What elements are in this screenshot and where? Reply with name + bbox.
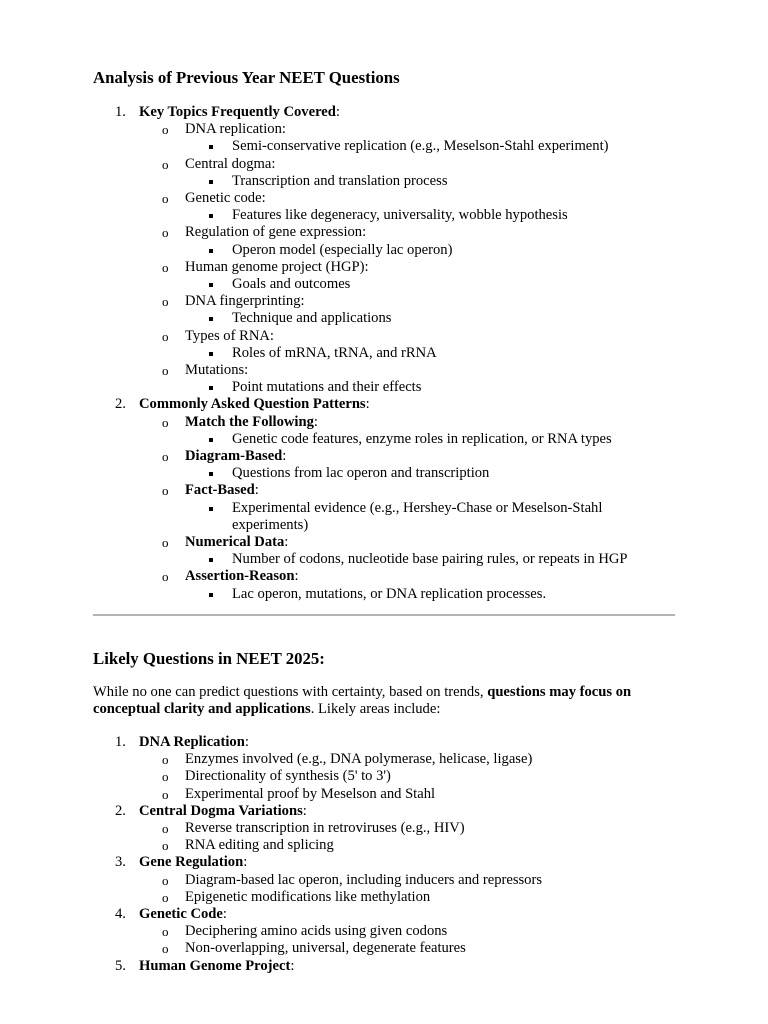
sub-list-item: [139, 414, 675, 448]
sub-item-text: Deciphering amino acids using given codons: [185, 923, 448, 940]
sub-item-text: Reverse transcription in retroviruses (e.g., HIV): [185, 820, 465, 837]
sub-item-text: DNA replication:: [185, 121, 286, 138]
list-item-label: Gene Regulation: [139, 854, 244, 871]
list-item-label: Human Genome Project: [139, 957, 291, 974]
sub-item-text: Types of RNA:: [185, 327, 274, 344]
circle-bullet-icon: o: [162, 838, 169, 854]
detail-text: Genetic code features, enzyme roles in replication, or RNA types: [232, 430, 612, 447]
circle-bullet-icon: o: [162, 941, 169, 957]
sub-item-text: :: [294, 568, 299, 585]
detail-list: [185, 465, 675, 482]
detail-item: [185, 551, 675, 568]
sub-item-text: Regulation of gene expression:: [185, 224, 367, 241]
list-item: [93, 958, 675, 975]
list-item-suffix: :: [365, 396, 370, 413]
detail-list: [185, 431, 675, 448]
sub-list-item: [139, 837, 675, 854]
square-bullet-icon: [209, 386, 213, 390]
circle-bullet-icon: o: [162, 786, 169, 802]
circle-bullet-icon: o: [162, 569, 169, 585]
list-item: [93, 803, 675, 855]
sub-item-text: RNA editing and splicing: [185, 837, 334, 854]
circle-bullet-icon: o: [162, 414, 169, 430]
detail-text: Lac operon, mutations, or DNA replication processes.: [232, 585, 547, 602]
detail-text: Features like degeneracy, universality, wobble hypothesis: [232, 207, 568, 224]
list-item: [93, 104, 675, 396]
detail-list: [185, 173, 675, 190]
sub-list-item: [139, 482, 675, 534]
square-bullet-icon: [209, 438, 213, 442]
detail-list: [185, 310, 675, 327]
intro-text-bold: questions may focus on conceptual clarity and applications: [93, 684, 632, 718]
detail-text: Technique and applications: [232, 310, 392, 327]
sub-list-item: [139, 940, 675, 957]
detail-text: Semi-conservative replication (e.g., Meselson-Stahl experiment): [232, 138, 609, 155]
numbered-list: [93, 104, 675, 603]
circle-bullet-icon: o: [162, 328, 169, 344]
list-item-label: Commonly Asked Question Patterns: [139, 396, 366, 413]
detail-text: Number of codons, nucleotide base pairing rules, or repeats in HGP: [232, 551, 628, 568]
sub-item-label: Assertion-Reason: [185, 568, 295, 585]
list-number: 5.: [115, 957, 126, 974]
square-bullet-icon: [209, 214, 213, 218]
circle-bullet-icon: o: [162, 191, 169, 207]
list-item: [93, 396, 675, 602]
list-item-label: Genetic Code: [139, 906, 223, 923]
detail-list: [185, 242, 675, 259]
list-item-label: Central Dogma Variations: [139, 802, 303, 819]
sub-item-text: Directionality of synthesis (5' to 3'): [185, 768, 391, 785]
sub-item-text: :: [282, 448, 287, 465]
intro-text-start: While no one can predict questions with certainty, based on trends,: [93, 684, 488, 700]
sub-list-item: [139, 923, 675, 940]
sub-list: [139, 414, 675, 603]
list-item-suffix: :: [290, 957, 295, 974]
detail-item: [185, 465, 675, 482]
sub-list-item: [139, 362, 675, 396]
square-bullet-icon: [209, 249, 213, 253]
square-bullet-icon: [209, 352, 213, 356]
sub-list-item: [139, 121, 675, 155]
detail-list: [185, 345, 675, 362]
square-bullet-icon: [209, 472, 213, 476]
square-bullet-icon: [209, 145, 213, 149]
detail-item: [185, 207, 675, 224]
circle-bullet-icon: o: [162, 535, 169, 551]
sub-item-text: Epigenetic modifications like methylation: [185, 888, 431, 905]
detail-text: Point mutations and their effects: [232, 379, 422, 396]
sub-item-text: Non-overlapping, universal, degenerate features: [185, 940, 466, 957]
sub-list: [139, 923, 675, 957]
detail-list: [185, 586, 675, 603]
square-bullet-icon: [209, 317, 213, 321]
sub-item-text: Diagram-based lac operon, including inducers and repressors: [185, 871, 543, 888]
sub-list-item: [139, 156, 675, 190]
list-item-label: DNA Replication: [139, 734, 245, 750]
sub-list-item: [139, 820, 675, 837]
section-heading-likely-questions: Likely Questions in NEET 2025:: [93, 649, 325, 668]
detail-item: [185, 310, 675, 327]
circle-bullet-icon: o: [162, 294, 169, 310]
circle-bullet-icon: o: [162, 483, 169, 499]
circle-bullet-icon: o: [162, 122, 169, 138]
circle-bullet-icon: o: [162, 872, 169, 888]
detail-item: [185, 345, 675, 362]
circle-bullet-icon: o: [162, 821, 169, 837]
list-item-suffix: :: [335, 104, 340, 120]
sub-item-text: :: [313, 413, 318, 430]
circle-bullet-icon: o: [162, 769, 169, 785]
detail-text: Operon model (especially lac operon): [232, 241, 453, 258]
detail-item: [185, 431, 675, 448]
list-item: [93, 854, 675, 906]
detail-item: [185, 138, 675, 155]
sub-list-item: [139, 786, 675, 803]
circle-bullet-icon: o: [162, 363, 169, 379]
intro-text-end: . Likely areas include:: [310, 701, 441, 718]
section-heading-analysis: Analysis of Previous Year NEET Questions: [93, 68, 400, 87]
sub-list: [139, 872, 675, 906]
sub-list-item: [139, 448, 675, 482]
detail-text: Transcription and translation process: [232, 172, 448, 189]
list-number: 1.: [115, 734, 126, 750]
list-item-suffix: :: [243, 854, 248, 871]
detail-list: [185, 138, 675, 155]
square-bullet-icon: [209, 558, 213, 562]
detail-text: Questions from lac operon and transcription: [232, 465, 490, 482]
detail-text: Experimental evidence (e.g., Hershey-Chase or Meselson-Stahl experiments): [232, 499, 603, 533]
list-number: 1.: [115, 104, 126, 120]
sub-item-text: :: [284, 534, 289, 551]
sub-list-item: [139, 872, 675, 889]
sub-item-text: :: [254, 482, 259, 499]
square-bullet-icon: [209, 180, 213, 184]
sub-item-text: Enzymes involved (e.g., DNA polymerase, helicase, ligase): [185, 751, 533, 768]
list-item-suffix: :: [302, 802, 307, 819]
detail-text: Goals and outcomes: [232, 276, 351, 293]
detail-list: [185, 207, 675, 224]
sub-list-item: [139, 568, 675, 602]
sub-item-label: Match the Following: [185, 413, 314, 430]
detail-list: [185, 276, 675, 293]
detail-item: [185, 173, 675, 190]
detail-list: [185, 551, 675, 568]
sub-list-item: [139, 768, 675, 785]
sub-item-text: Mutations:: [185, 362, 249, 379]
sub-list-item: [139, 224, 675, 258]
detail-text: Roles of mRNA, tRNA, and rRNA: [232, 344, 437, 361]
horizontal-rule: [93, 614, 675, 616]
sub-item-label: Diagram-Based: [185, 448, 283, 465]
circle-bullet-icon: o: [162, 259, 169, 275]
detail-list: [185, 379, 675, 396]
sub-list-item: [139, 259, 675, 293]
analysis-list: [93, 104, 675, 603]
list-number: 3.: [115, 854, 126, 871]
sub-list: [139, 121, 675, 396]
detail-list: [185, 500, 675, 534]
list-item-suffix: :: [244, 734, 249, 750]
circle-bullet-icon: o: [162, 225, 169, 241]
sub-item-label: Fact-Based: [185, 482, 255, 499]
detail-item: [185, 586, 675, 603]
circle-bullet-icon: o: [162, 449, 169, 465]
sub-item-text: DNA fingerprinting:: [185, 293, 305, 310]
square-bullet-icon: [209, 507, 213, 511]
sub-list-item: [139, 328, 675, 362]
circle-bullet-icon: o: [162, 752, 169, 768]
detail-item: [185, 276, 675, 293]
sub-list-item: [139, 889, 675, 906]
sub-item-text: Central dogma:: [185, 155, 276, 172]
numbered-list: [93, 734, 675, 975]
square-bullet-icon: [209, 283, 213, 287]
list-number: 4.: [115, 906, 126, 923]
sub-item-text: Human genome project (HGP):: [185, 258, 369, 275]
list-item-suffix: :: [222, 906, 227, 923]
sub-list-item: [139, 293, 675, 327]
sub-list-item: [139, 190, 675, 224]
list-number: 2.: [115, 802, 126, 819]
circle-bullet-icon: o: [162, 889, 169, 905]
sub-list: [139, 751, 675, 803]
sub-item-text: Genetic code:: [185, 190, 266, 207]
intro-paragraph: [93, 684, 675, 718]
detail-item: [185, 379, 675, 396]
square-bullet-icon: [209, 593, 213, 597]
sub-item-text: Experimental proof by Meselson and Stahl: [185, 785, 436, 802]
detail-item: [185, 242, 675, 259]
sub-item-label: Numerical Data: [185, 534, 285, 551]
likely-questions-list: [93, 734, 675, 975]
circle-bullet-icon: o: [162, 156, 169, 172]
list-number: 2.: [115, 396, 126, 413]
list-item-label: Key Topics Frequently Covered: [139, 104, 336, 120]
list-item: [93, 734, 675, 803]
detail-item: [185, 500, 675, 534]
sub-list-item: [139, 534, 675, 568]
circle-bullet-icon: o: [162, 924, 169, 940]
list-item: [93, 906, 675, 958]
sub-list-item: [139, 751, 675, 768]
sub-list: [139, 820, 675, 854]
